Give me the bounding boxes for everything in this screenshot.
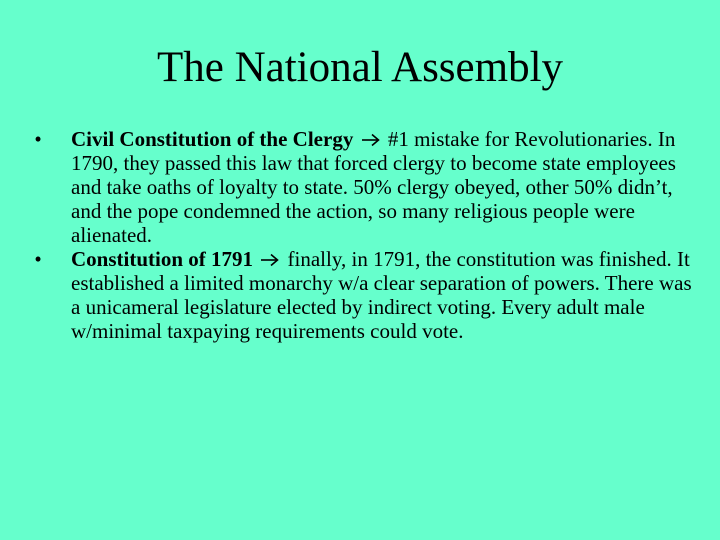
bullet-dot: • xyxy=(34,247,42,271)
slide-title: The National Assembly xyxy=(156,44,564,91)
bullet-item-civil-constitution xyxy=(28,127,692,247)
bullet-dot: • xyxy=(34,127,42,151)
right-arrow-icon xyxy=(361,133,381,147)
bullet-text: #1 mistake for Revolutionaries. In 1790, they passed this law that forced clergy to become state employees and take oaths of loyalty to state. 50% clergy obeyed, other 50% didn’t, and the pope condemned the action, so many religious people were alienated. xyxy=(71,127,676,247)
bullet-item-constitution-1791 xyxy=(28,247,692,343)
bullet-text: finally, in 1791, the constitution was finished. It established a limited monarchy w/a clear separation of powers. There was a unicameral legislature elected by indirect voting. Every adult male w/minimal taxpaying requirements could vote. xyxy=(71,247,692,343)
bullet-list xyxy=(28,127,692,343)
bullet-term: Constitution of 1791 xyxy=(71,247,254,271)
right-arrow-icon xyxy=(260,253,280,267)
bullet-term: Civil Constitution of the Clergy xyxy=(71,127,354,151)
